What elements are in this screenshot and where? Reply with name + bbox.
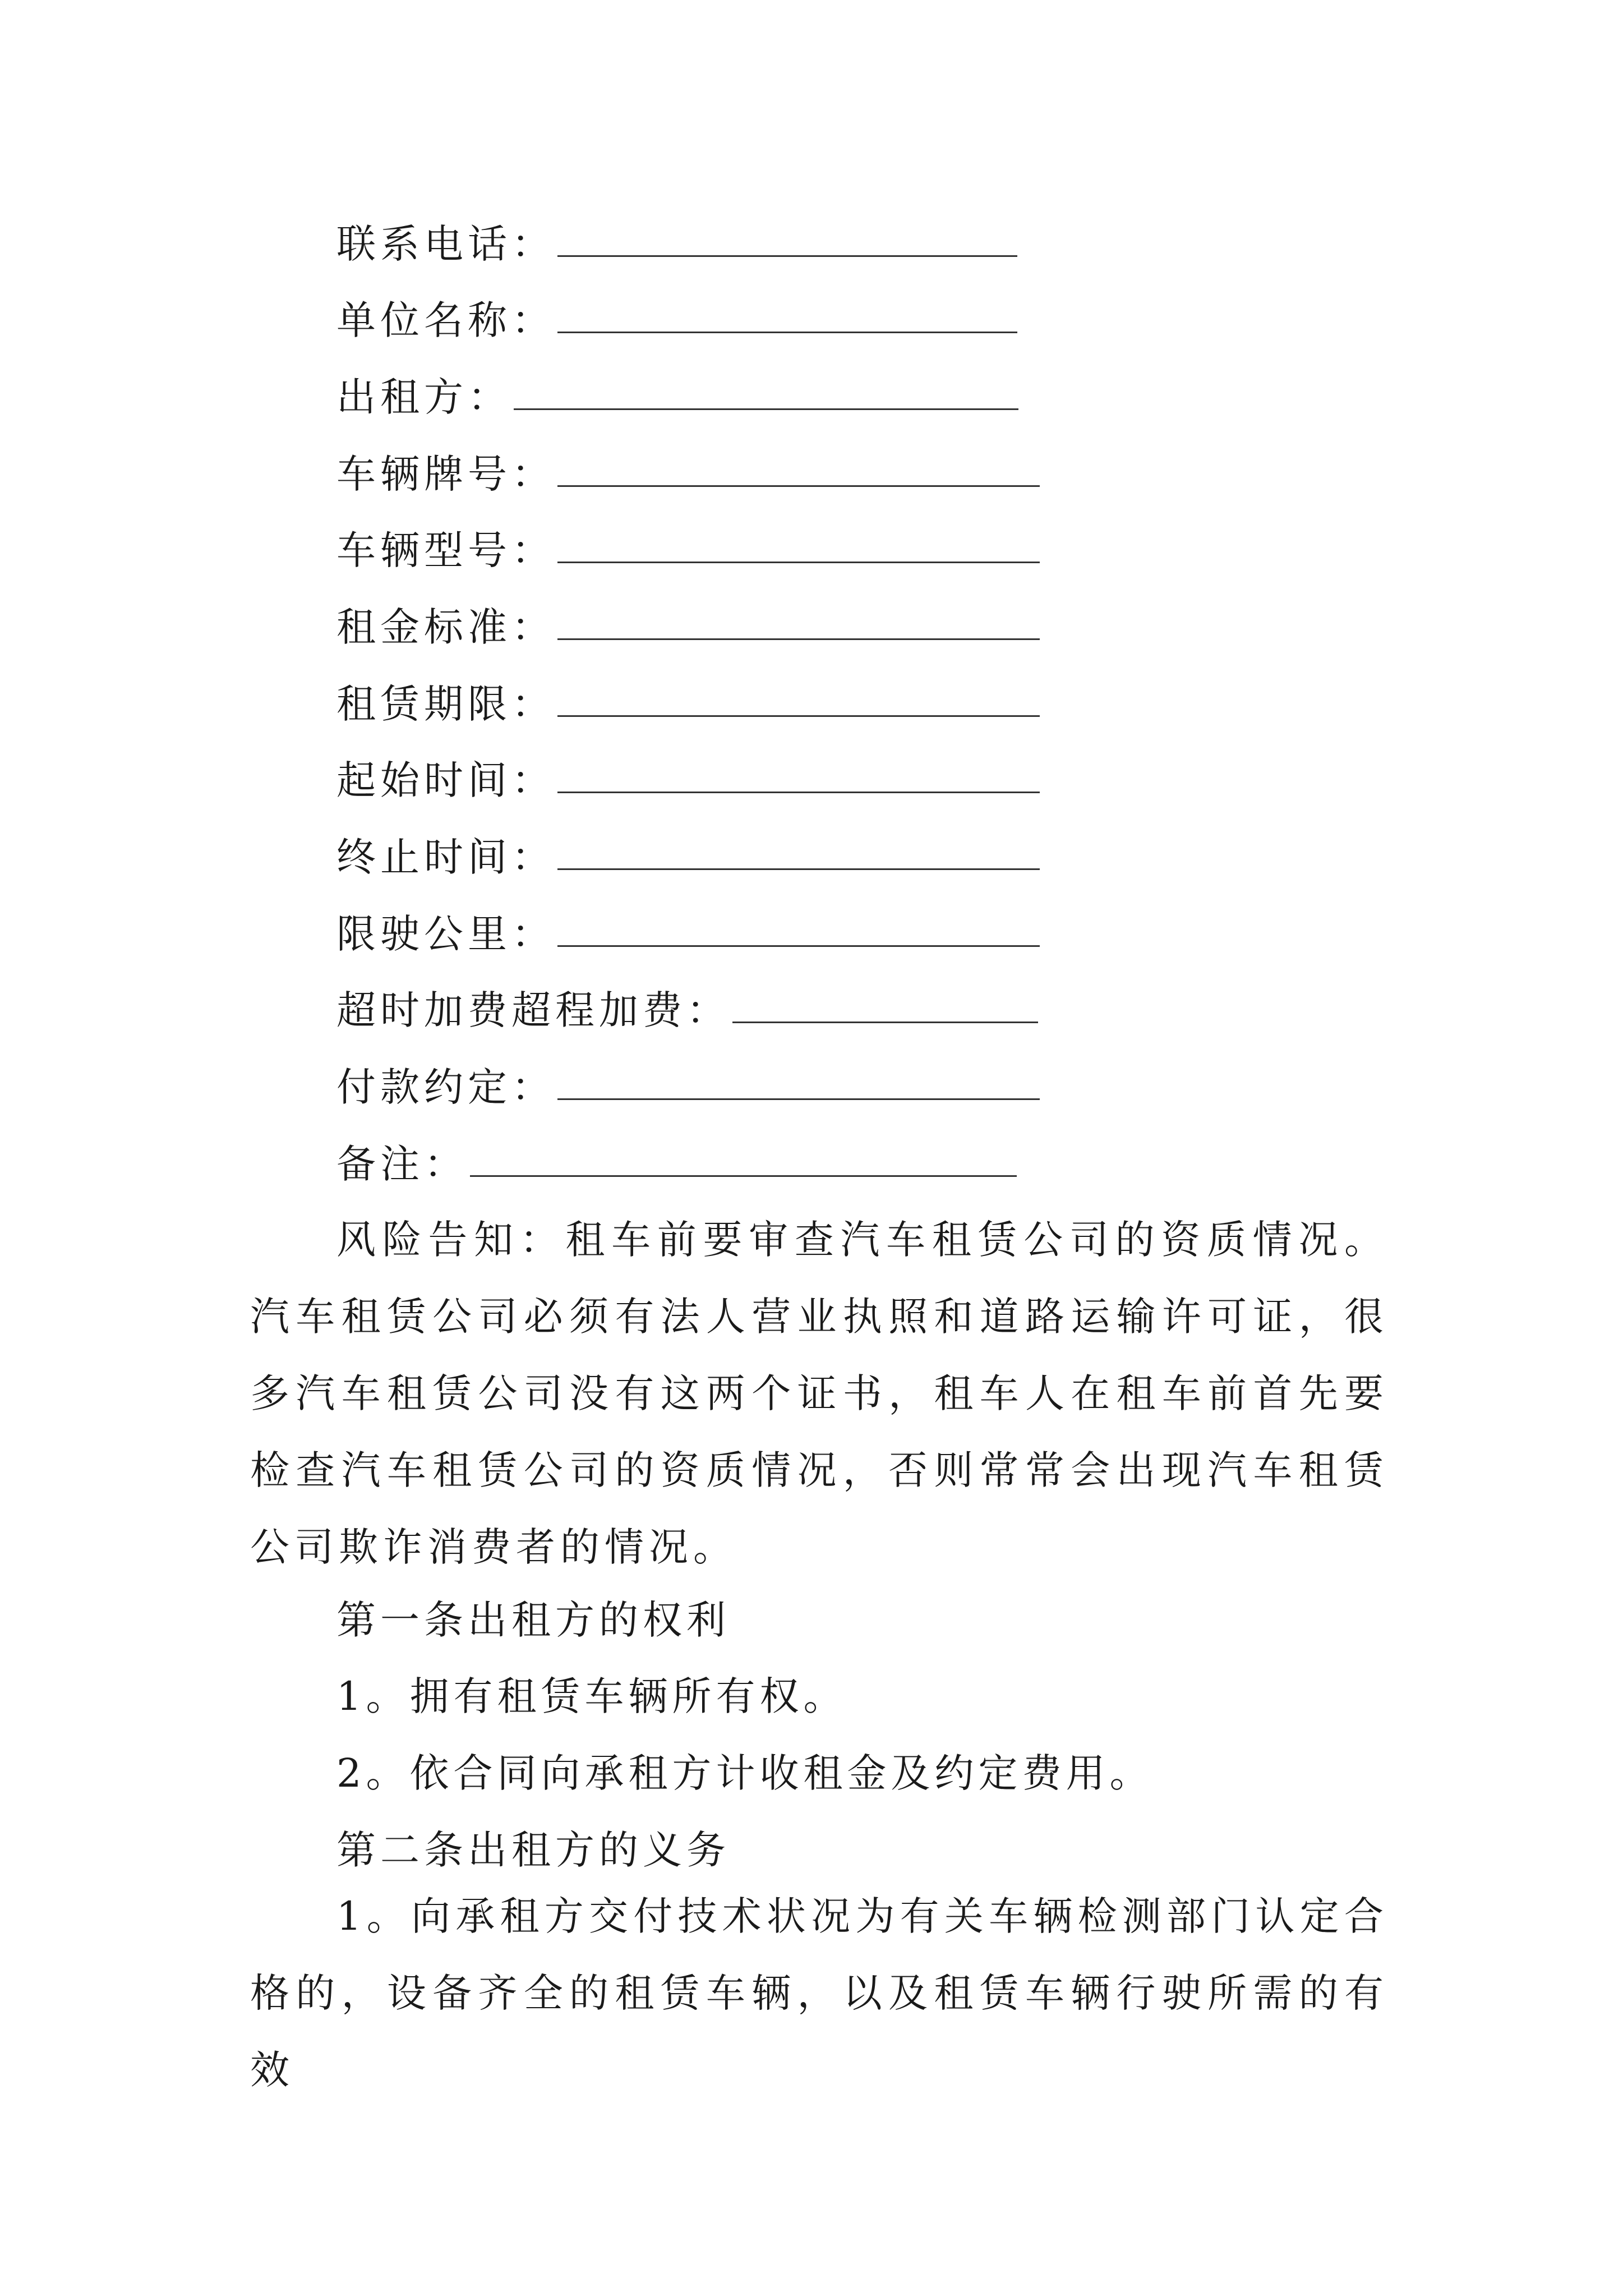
field-overtime-surcharge — [336, 974, 1038, 1036]
field-label: 联系电话： — [336, 221, 555, 267]
fill-in-line[interactable] — [557, 868, 1040, 870]
field-plate-number — [336, 438, 1040, 499]
field-label: 单位名称： — [336, 297, 555, 343]
field-remarks — [336, 1128, 1017, 1189]
field-label: 终止时间： — [336, 834, 555, 880]
fill-in-line[interactable] — [557, 945, 1040, 947]
field-label: 超时加费超程加费： — [336, 987, 730, 1033]
article-2-title: 第二条出租方的义务 — [336, 1827, 730, 1873]
field-end-time — [336, 821, 1040, 882]
field-label: 车辆牌号： — [336, 451, 555, 497]
fill-in-line[interactable] — [557, 485, 1040, 487]
fill-in-line[interactable] — [557, 638, 1040, 640]
field-label: 租赁期限： — [336, 681, 555, 727]
article-1-item-1: 1。拥有租赁车辆所有权。 — [336, 1673, 847, 1719]
field-company-name — [336, 284, 1017, 346]
field-contact-phone — [336, 208, 1017, 269]
field-mileage-limit — [336, 898, 1040, 959]
fill-in-line[interactable] — [557, 332, 1017, 333]
fill-in-line[interactable] — [470, 1175, 1017, 1177]
article-2-item-1: 1。向承租方交付技术状况为有关车辆检测部门认定合格的，设备齐全的租赁车辆，以及租赁车辆行驶所需的有效 — [250, 1893, 1389, 2093]
field-label: 车辆型号： — [336, 527, 555, 573]
field-lease-term — [336, 668, 1040, 729]
fill-in-line[interactable] — [557, 562, 1040, 563]
fill-in-line[interactable] — [557, 1098, 1040, 1100]
field-label: 租金标准： — [336, 604, 555, 650]
field-payment-terms — [336, 1051, 1040, 1112]
field-label: 付款约定： — [336, 1064, 555, 1110]
field-label: 起始时间： — [336, 757, 555, 803]
fill-in-line[interactable] — [732, 1022, 1038, 1023]
field-label: 备注： — [336, 1141, 468, 1187]
field-start-time — [336, 744, 1040, 806]
field-label: 出租方： — [336, 374, 511, 420]
risk-notice-paragraph: 风险告知：租车前要审查汽车租赁公司的资质情况。汽车租赁公司必须有法人营业执照和道路运输许可证，很多汽车租赁公司没有这两个证书，租车人在租车前首先要检查汽车租赁公司的资质情况，否则常常会出现汽车租赁公司欺诈消费者的情况。 — [250, 1217, 1389, 1570]
article-1-item-2: 2。依合同向承租方计收租金及约定费用。 — [336, 1750, 1154, 1796]
field-lessor — [336, 361, 1018, 422]
article-1-title: 第一条出租方的权利 — [336, 1597, 730, 1643]
fill-in-line[interactable] — [557, 715, 1040, 717]
fill-in-line[interactable] — [557, 255, 1017, 257]
field-vehicle-model — [336, 514, 1040, 576]
field-rent-standard — [336, 591, 1040, 652]
field-label: 限驶公里： — [336, 911, 555, 957]
fill-in-line[interactable] — [514, 408, 1018, 410]
fill-in-line[interactable] — [557, 792, 1040, 793]
